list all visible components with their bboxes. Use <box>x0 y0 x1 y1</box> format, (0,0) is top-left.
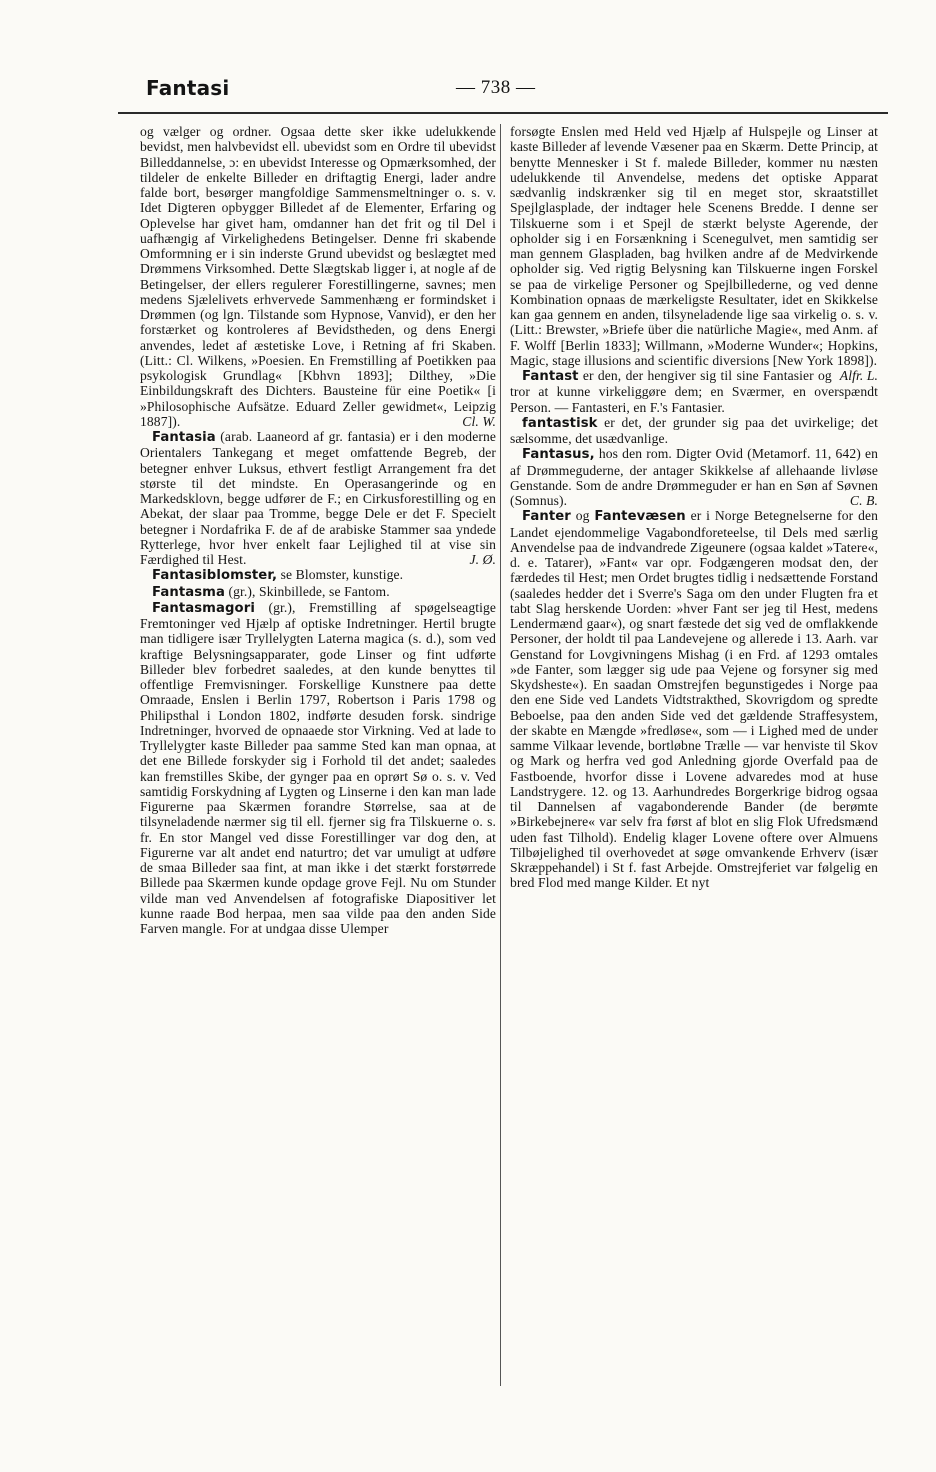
entry-text: se Blomster, kunstige. <box>277 567 404 583</box>
headword: Fantasus, <box>522 447 595 463</box>
page-header <box>142 72 882 106</box>
entry-fantasma <box>140 584 496 600</box>
headword: Fantasiblomster, <box>152 568 278 584</box>
column-divider <box>500 124 501 1386</box>
entry-fantastisk <box>510 415 878 447</box>
entry-text: (gr.), Skinbillede, se Fantom. <box>225 583 390 599</box>
headword: Fantasma <box>152 584 226 600</box>
entry-fantast <box>510 368 878 415</box>
entry-text: (gr.), Fremstilling af spøgelseagtige Fremtoninger ved Hjælp af optiske Indretninger. Hertil brugte man tidligere især Tryllelygten Laterna magica (s. d.), som ved kraftige Belysningsapparater, gode Linser og fint udførte Billeder blev forbedret saaledes, at den kunde benyttes til offentlige Fremvisninger. Forskellige Kunstnere paa dette Omraade, Enslen i Berlin 1797, Robertson i Paris 1798 og Philipsthal i London 1802, indførte desuden forsk. sindrige Indretninger, hvorved de opnaaede stor Virkning. Ved at lade to Tryllelygter kaste Billeder paa samme Sted kan man opnaa, at det ene Billede forskyder sig i Forhold til det andet; saaledes kan fremstilles Skibe, der gynger paa en oprørt Sø o. s. v. Ved samtidig Forskydning af Lygten og Linserne i den kan man lade Figurerne paa Skærmen forandre Størrelse, saa at de tilsyneladende nærmer sig til ell. fjerner sig fra Tilskuerne o. s. fr. En stor Mangel ved disse Forestillinger var dog den, at Figurerne var alt andet end naturtro; det var umuligt at udføre de smaa Billeder saa fint, at man ikke i det stærkt forstørrede Billede paa Skærmen kunde opdage grove Fejl. Nu om Stunder vilde man ved Anvendelsen af fotografiske Diapositiver let kunne raade Bod herpaa, men saa vilde paa den anden Side Farven mangle. For at undgaa disse Ulemper <box>140 599 496 936</box>
entry-fantasia <box>140 429 496 567</box>
entry-text: er det, der grunder sig paa det uvirkelige; det sælsomme, det usædvanlige. <box>510 414 878 446</box>
author-signature: Cl. W. <box>462 413 496 429</box>
running-head: Fantasi <box>146 76 230 100</box>
entry-text: er den, der hengiver sig til sine Fantasier og tror at kunne virkeliggøre dem; en Sværmer, en overspændt Person. — Fantasteri, en F.'s Fantasier. <box>510 368 878 415</box>
headword: fantastisk <box>522 415 598 431</box>
author-signature: Alfr. L. <box>839 368 878 383</box>
headword: Fanter <box>522 509 571 525</box>
entry-text: forsøgte Enslen med Held ved Hjælp af Hulspejle og Linser at kaste Billeder af levende Væsener paa en Skærm. Dette Princip, at benytte Mennesker i St f. malede Billeder, kommer nu næsten udelukkende til Anvendelse, medens det optiske Apparat sædvanlig indskrænker sig til en meget stor, skraatstillet Spejlglasplade, der indtager hele Scenens Bredde. I denne ser Tilskuerne som i et Spejl de stærkt belyste Agerende, der opholder sig i en Forsænkning i Scenegulvet, men samtidig ser man gennem Glaspladen, bag hvilken andre af de Medvirkende opholder sig. Ved rigtig Belysning kan Tilskuerne ingen Forskel se paa de virkelige Personer og Spejlbillederne, og ved denne Kombination opnaas de mærkeligste Resultater, idet en Skikkelse kan gaa gennem en anden, tilsyneladende lige saa virkelig o. s. v. (Litt.: Brewster, »Briefe über die natürliche Magie«, med Anm. af F. Wolff [Berlin 1833]; Willmann, »Moderne Wunder«; Hopkins, Magic, stage illusions and scientific diversions [New York 1898]). <box>510 124 878 368</box>
entry-fanter <box>510 508 878 890</box>
entry-fantasmagori <box>140 600 496 937</box>
author-signature: C. B. <box>849 493 878 508</box>
entry-text: er i Norge Betegnelserne for den Landet ejendommelige Vagabondforeteelse, til Dels med særlig Anvendelse paa de indvandrede Zigeunere (ogsaa kaldet »Tatere«, d. e. Tatarer), »Fant« var opr. Fodgængeren modsat den, der færdedes til Hest; men Ordet brugtes tidlig i nedsættende Forstand (saaledes hedder det i Sverre's Saga om den under Flugten fra et tabt Slag herskende Uorden: »hver Fant ser jeg til Hest, medens Lendermænd gaar«), og snart fæstede det sig ved de omflakkende Personer, der holdt til paa Landevejene og allerede i 13. Aarh. var Genstand for Lovgivningens Mishag (i en Frd. af 1293 omtales »de Fanter, som lægger sig ude paa Vejene og forsyner sig med Skydsheste«). En saadan Omstrejfen begunstigedes i Norge paa den ene Side ved Landets Vidtstrakthed, Skovrigdom og spredte Beboelse, paa den anden Side ved det gældende Straffesystem, der skabte en Mængde »fredløse«, som — i Lighed med de under samme Vilkaar levende, bortløbne Trælle — var henviste til Skov og Mark og herfra ved god Anledning gjorde Overfald paa de Fastboende, hvorfor disse i Lovene advaredes mod at huse Landstrygere. 12. og 13. Aarhundredes Borgerkrige bidrog ogsaa til Dannelsen af vagabonderende Bander (de berømte »Birkebejnere« var selv fra først af blot en slig Flok Ufredsmænd uden fast Tilhold). Endelig klager Lovene oftere over Almuens Tilbøjelighed til overhovedet at søge omvankende Erhverv (især Skræppehandel) i St f. fast Arbejde. Omstrejferiet var følgelig en bred Flod med mange Kilder. Et nyt <box>510 508 878 891</box>
author-signature: J. Ø. <box>469 552 496 567</box>
entry-fantasus <box>510 446 878 508</box>
page-number: — 738 — <box>456 77 536 98</box>
headword: Fantast <box>522 369 579 384</box>
entry-text: hos den rom. Digter Ovid (Metamorf. 11, 642) en af Drømmeguderne, der antager Skikkelse af allehaande livløse Genstande. Som de andre Drømmeguder er han en Søn af Søvnen (Somnus). <box>510 446 878 508</box>
headword: Fantasmagori <box>152 600 255 616</box>
right-column <box>510 124 878 891</box>
left-column <box>140 124 496 936</box>
entry-text: og vælger og ordner. Ogsaa dette sker ikke udelukkende bevidst, men halvbevidst ell. ubevidst som en Ordre til ubevidst Billeddannelse, ɔ: en ubevidst Interesse og Opmærksomhed, der tildeler de enkelte Billeder en driftagtig Energi, lader andre falde bort, besørger mangfoldige Sammensmeltninger o. s. v. Idet Digteren opbygger Billedet af de Elementer, Erfaring og Oplevelse har givet ham, omdanner han det frit og til Del i uafhængig af Virkelighedens Betingelser. Denne fri skabende Omformning er i sin inderste Grund ubevidst og beslægtet med Drømmens Virksomhed. Dette Slægtskab ligger i, at nogle af de Betingelser, der ellers regulerer Forestillingerne, savnes; men medens Sjælelivets erhvervede Sammenhæng er formindsket i Drømmen (og lgn. Tilstande som Hypnose, Vanvid), er den her forstærket og kontroleres af Bevidstheden, og dens Energi anvendes, ledet af æstetiske Love, i Retning af fri Skaben. (Litt.: Cl. Wilkens, »Poesien. En Fremstilling af Poetikken paa psykologisk Grundlag« [Kbhvn 1893]; Dilthey, »Die Einbildungskraft des Dichters. Bausteine für eine Poetik« [i »Philosophische Aufsätze. Eduard Zeller gewidmet«, Leipzig 1887]). <box>140 124 496 429</box>
entry-text: og <box>570 508 595 524</box>
header-rule <box>118 112 888 114</box>
headword-secondary: Fantevæsen <box>594 509 686 525</box>
entry-fantasiblomster <box>140 567 496 583</box>
entry-text: (arab. Laaneord af gr. fantasia) er i den moderne Orientalers Tankegang et meget omfattende Begreb, der betegner enhver Luksus, ethvert festligt Arrangement fra det største til det mindste. En Operasangerinde og en Markedsklovn, begge udfører de F.; en Cirkusforestilling og en Abekat, der slaar paa Tromme, begge Dele er det F. Specielt betegner i Nordafrika F. de af de arabiske Stammer saa yndede Rytterlege, hvor hver enkelt faar Lejlighed til at vise sin Færdighed til Hest. <box>140 429 496 567</box>
entry-fantasi-continued <box>140 124 496 429</box>
headword: Fantasia <box>152 430 216 445</box>
